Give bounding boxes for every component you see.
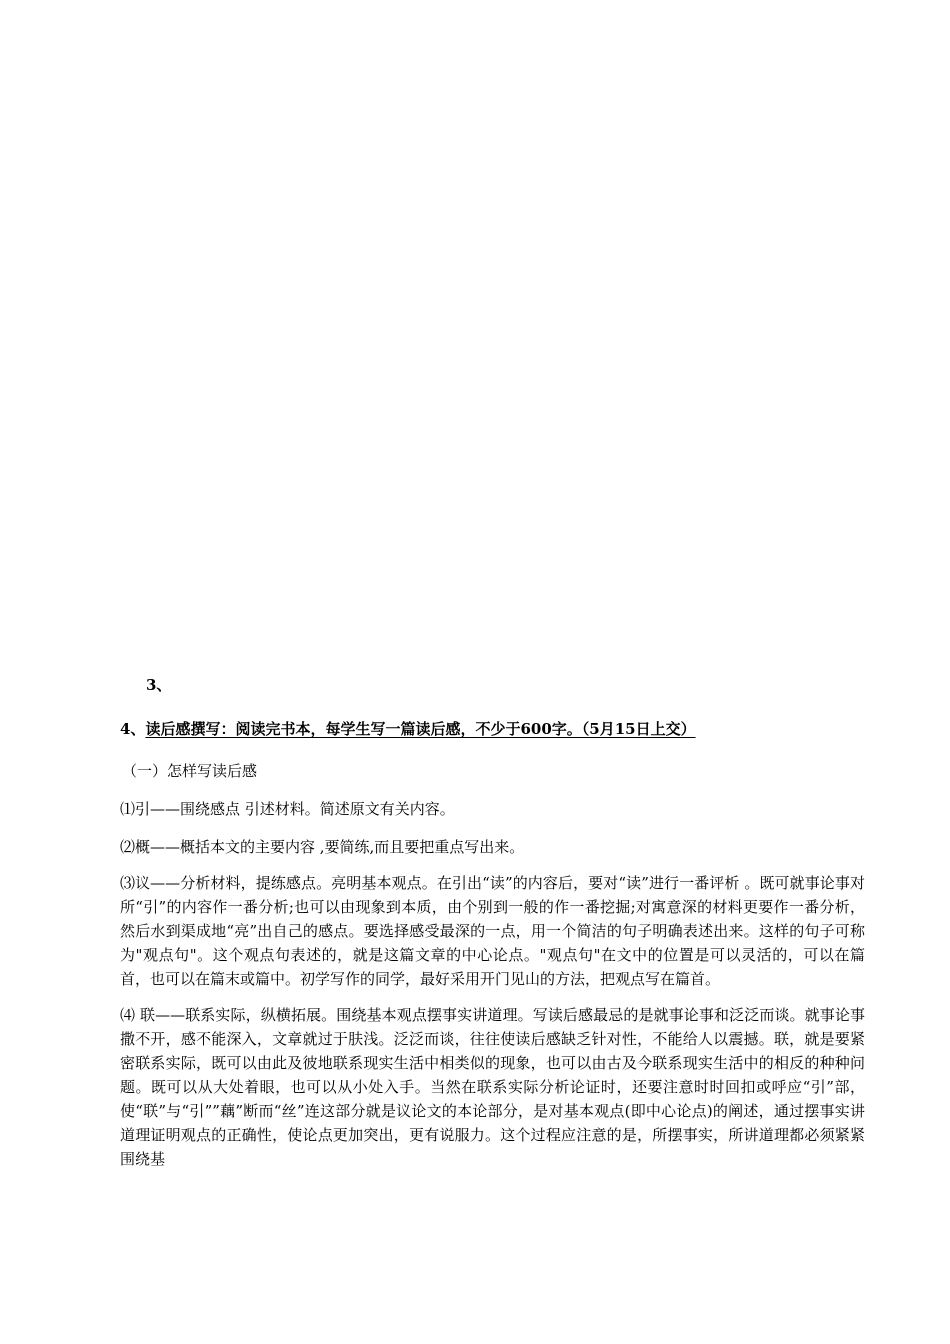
assignment-heading	[120, 719, 865, 739]
point-3: ⑶议——分析材料，提练感点。亮明基本观点。在引出“读”的内容后，要对“读”进行一番评析 。既可就事论事对所“引”的内容作一番分析;也可以由现象到本质，由个别到一般的作一番挖掘;对寓意深的材料更要作一番分析，然后水到渠成地“亮”出自己的感点。要选择感受最深的一点，用一个简洁的句子明确表述出来。这样的句子可称为"观点句"。这个观点句表述的，就是这篇文章的中心论点。"观点句"在文中的位置是可以灵活的，可以在篇首，也可以在篇末或篇中。初学写作的同学，最好采用开门见山的方法，把观点写在篇首。	[120, 874, 865, 988]
point-2: ⑵概——概括本文的主要内容 ,要简练,而且要把重点写出来。	[120, 838, 525, 856]
list-item-3: 3、	[146, 676, 172, 694]
assignment-text: 读后感撰写：阅读完书本，每学生写一篇读后感，不少于600字。（5月15日上交）	[145, 720, 696, 738]
point-4: ⑷ 联——联系实际，纵横拓展。围绕基本观点摆事实讲道理。写读后感最忌的是就事论事和泛泛而谈。就事论事撒不开，感不能深入，文章就过于肤浅。泛泛而谈，往往使读后感缺乏针对性，不能给人以震撼。联，就是要紧密联系实际，既可以由此及彼地联系现实生活中相类似的现象，也可以由古及今联系现实生活中的相反的种种问题。既可以从大处着眼，也可以从小处入手。当然在联系实际分析论证时，还要注意时时回扣或呼应“引”部，使“联”与“引””藕”断而“丝”连这部分就是议论文的本论部分，是对基本观点(即中心论点)的阐述，通过摆事实讲道理证明观点的正确性，使论点更加突出，更有说服力。这个过程应注意的是，所摆事实，所讲道理都必须紧紧围绕基	[120, 1006, 865, 1168]
section-title: （一）怎样写读后感	[122, 762, 258, 780]
page-content	[120, 675, 865, 1171]
point-1: ⑴引——围绕感点 引述材料。简述原文有关内容。	[120, 800, 455, 818]
assignment-number: 4、	[120, 720, 146, 738]
